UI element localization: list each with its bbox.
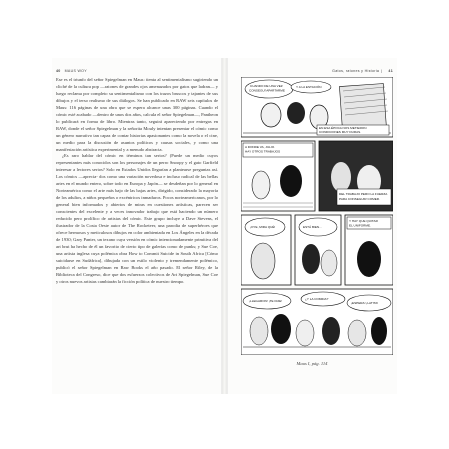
comic-panel-2 (241, 141, 393, 211)
svg-text:PARA CONSEGUIR COMER.: PARA CONSEGUIR COMER. (339, 197, 380, 201)
balloon-3-text: A DONDE VA, JULIO. (245, 145, 276, 149)
caption-2-text: DEL TRABAJO PERO LA FUERZA (339, 192, 388, 196)
balloon-7-text: ¿Y LA COMIDA? (305, 297, 329, 301)
caption-1-text: EN ESA ÉPOCA NOS METIERON (319, 126, 367, 130)
comic-panel-3 (241, 215, 393, 285)
svg-text:EL UNIFORME.: EL UNIFORME. (349, 223, 371, 228)
svg-text:HAY OTROS TRABAJOS: HAY OTROS TRABAJOS (245, 149, 281, 154)
figure-caption: Maus I, pág. 114 (296, 361, 328, 366)
comic-panel-4 (241, 289, 393, 355)
balloon-5-text: ESTÁ BIEN... (303, 225, 322, 229)
running-head-left (56, 69, 87, 73)
caption-3-text: Y HAY QUE QUITAR (349, 219, 378, 223)
running-head-title-left: MAUS WOY (64, 69, 87, 73)
balloon-4-text: ¡OYE, MIRA QUÉ! (250, 225, 276, 229)
svg-text:CONDICIONES MUY DURAS.: CONDICIONES MUY DURAS. (319, 130, 362, 134)
balloon-8-text: ¡ESPERA! ¡LATITA! (351, 301, 379, 305)
comic-page (241, 77, 393, 355)
page-number-left: 40 (56, 69, 61, 73)
svg-text:CONSEGUÍ APARTARME: CONSEGUÍ APARTARME (249, 88, 285, 93)
balloon-2-text: Y A LA ESTACIÓN (296, 85, 322, 89)
paragraph-2: ¿Es raro hablar del cómic en términos tan serios? (Puede un medio cuyos representantes más conocidos son los personajes de un perro Snoopy y el gato Garfield interesar a lectores serios? Solo en Estados Unidos llegarían a plantearse preguntas así. Los cómics —aprecia- dos como una variación novedosa e incluso radical de las bellas artes en el mundo entero, sobre todo en Europa y Japón— se desdeñan por lo general en Norteamérica como el arte más bajo de las bajas artes, dirigido, considerado la mayoría de los adultos, a niños pequeños o excéntricos inmaduros. Pocos norteamericanos, por lo general bien informados y abiertos de miras en cuestiones artísticas, parecen ser conscientes del excelente y a veces innovador trabajo que está haciendo un número reducido pero prolífico de artistas del cómic. Este grupo incluye a Dave Stevens, el ilustrador de la Costa Oeste autor de The Rocketeer, una parodia de superhéroes que ofrece hermosos y meticulosos dibujos en color ambientada en Los Ángeles en la década de 1930; Gary Panter, un texano cuya versión en cómic intencionadamente primitiva del art brut ha hecho de él un favorito de cierto tipo de galerías como de punks; y Sue Coe, una artista inglesa cuya polémica obra How to Commit Suicide in South Africa [Cómo suicidarse en Sudáfrica], dibujada con un estilo violento y tremendamente polémico, publicó el señor Spiegelman en Raw Books el año pasado. El señor Riley, de la Biblioteca del Congreso, dice que dos esfuerzos colectivos de Art Spiegelman, Sue Coe y otros nuevos artistas cambiarán la ficción política de nuestro tiempo. (56, 153, 218, 284)
left-page (52, 58, 222, 394)
page-number-right: 41 (388, 69, 393, 73)
comic-panel-1 (241, 77, 393, 137)
paragraph-1: Ese es el triunfo del señor Spiegelman en Maus: tienta al sentimentalismo sugiriendo un cliché de la cultura pop —ratones de grandes ojos amenazados por gatos que ladran— y luego reclama por completo su sentimentalismo con los trazos bruscos y tajantes de sus dibujos y el terso realismo de sus diálogos. Se han publicado en RAW seis capítulos de Maus: 116 páginas de una obra que se espera alcance unas 300 páginas. Cuando el cómic esté acabado —dentro de unos dos años, calcula el señor Spiegelman—, Pantheon lo publicará en forma de libro. Mientras tanto, seguirá apareciendo por entregas en RAW, donde el señor Spiegelman y la señorita Mouly intentan presentar el cómic como un género narrativo tan capaz de contar historias apasionantes como la novela o el cine, un medio para la discusión de asuntos políticos y causas sociales, y como una manifestación artística experimental y a menudo abstracta. (56, 77, 218, 152)
balloon-1-text: CUANDO DE UNA VEZ (250, 84, 283, 88)
running-head-right: Gatos, ratones y Historia | 41 (332, 69, 393, 73)
comic-illustration (241, 77, 393, 355)
body-text (56, 77, 218, 286)
right-page (227, 58, 397, 394)
balloon-6-text: ¡LLEGARON! ¡TE DIJE! (249, 299, 283, 303)
running-head-title-right: Gatos, ratones y Historia (332, 69, 380, 73)
